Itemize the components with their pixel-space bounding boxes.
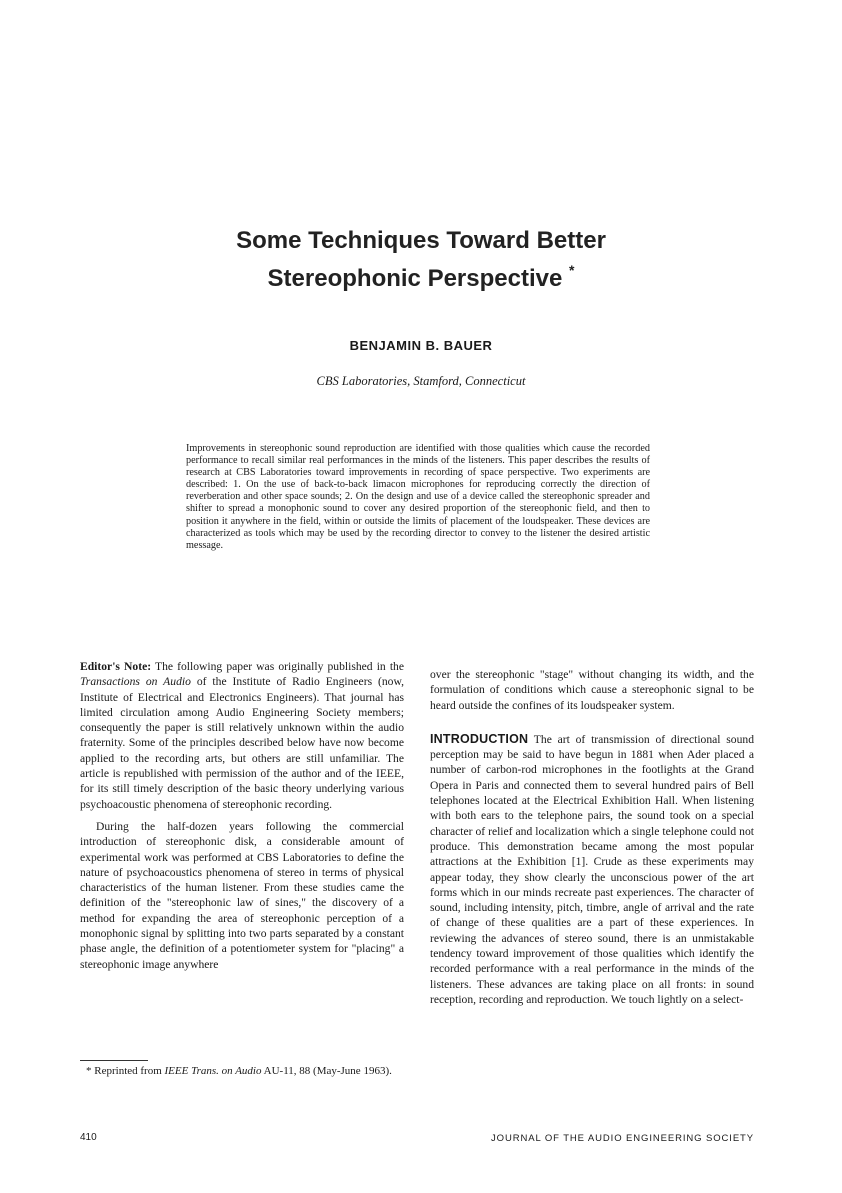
body-paragraph-left-2: During the half-dozen years following the commercial introduction of stereophonic disk, a considerable amount of experimental work was performed at CBS Laboratories to define the nature of psychoacoustics phenomena of stereo in terms of physical characteristics of the human listener. From these studies came the definition of the "stereophonic law of sines," the discovery of a method for expanding the area of stereophonic perception of a monophonic signal by splitting into two parts separated by a constant phase angle, the definition of a potentiometer system for "placing" a stereophonic image anywhere <box>80 819 404 971</box>
article-title-line-2 <box>0 256 842 295</box>
body-paragraph-right-1: over the stereophonic "stage" without changing its width, and the formulation of conditions which cause a stereophonic signal to be heard outside the confines of its loudspeaker system. <box>430 668 754 712</box>
footnote-rule <box>80 1060 148 1061</box>
editors-note-text-b: of the Institute of Radio Engineers (now, Institute of Electrical and Electronics Engineers). That journal has limited circulation among Audio Engineering Society members; consequently the paper is still relatively unknown within the audio fraternity. Some of the principles described below have now become applied to the recording arts, but others are still unfamiliar. The article is republished with permission of the author and of the IEEE, for its still timely description of the basic theory underlying various psychoacoustic phenomena of stereophonic recording. <box>80 675 404 811</box>
footnote-source: IEEE Trans. on Audio <box>164 1065 262 1077</box>
author-affiliation: CBS Laboratories, Stamford, Connecticut <box>316 374 526 388</box>
article-title-text: Stereophonic Perspective <box>267 265 563 292</box>
page-number: 410 <box>80 1132 97 1143</box>
title-footnote-mark: * <box>569 262 575 278</box>
footnote-prefix: * Reprinted from <box>86 1065 165 1077</box>
editors-note-text-a: The following paper was originally published in the <box>151 660 404 673</box>
footnote-citation: AU-11, 88 (May-June 1963). <box>261 1065 392 1077</box>
introduction-paragraph <box>430 732 754 1007</box>
left-column <box>80 659 404 972</box>
article-title-line-1: Some Techniques Toward Better <box>236 227 606 254</box>
running-footer-journal: JOURNAL OF THE AUDIO ENGINEERING SOCIETY <box>491 1133 754 1144</box>
author-name: BENJAMIN B. BAUER <box>349 338 493 353</box>
editors-note <box>80 659 404 812</box>
introduction-heading: INTRODUCTION <box>430 731 529 746</box>
editors-note-label: Editor's Note: <box>80 660 152 673</box>
right-column <box>430 667 754 1007</box>
abstract: Improvements in stereophonic sound reproduction are identified with those qualities which cause the recorded performance to recall similar real performances in the minds of the listeners. This paper describes the results of research at CBS Laboratories toward improvements in recording of space perspective. Two experiments are described: 1. On the use of back-to-back limacon microphones for reproducing correctly the direction of reverberation and other space sounds; 2. On the design and use of a device called the stereophonic spreader and shifter to spread a monophonic sound to cover any desired proportion of the stereophonic field, and then to position it anywhere in the field, within or outside the limits of placement of the loudspeaker. These devices are characterized as tools which may be used by the recording director to convey to the listener the desired artistic message. <box>186 443 650 551</box>
introduction-text: The art of transmission of directional sound perception may be said to have begun in 1881 when Ader placed a number of carbon-rod microphones in the footlights at the Grand Opera in Paris and connected them to several hundred pairs of Bell telephones located at the Electrical Exhibition Hall. When listening with both ears to the telephone pairs, the sound took on a special character of relief and localization which a single telephone could not produce. This demonstration became among the most popular attractions at the Exhibition [1]. Crude as these experiments may appear today, they show clearly the unconscious power of the art forms which in our minds recreate past experiences. The character of sound, including intensity, pitch, timbre, angle of arrival and the rate of change of these qualities are a part of these experiences. In reviewing the advances of stereo sound, there is an unmistakable tendency toward improvement of those qualities which identify the recorded performance with a real performance in the minds of the listeners. These advances are taking place on all fronts: in sound reception, recording and reproduction. We touch lightly on a select- <box>430 732 754 1006</box>
footnote <box>80 1064 404 1079</box>
editors-note-journal: Transactions on Audio <box>80 675 191 689</box>
